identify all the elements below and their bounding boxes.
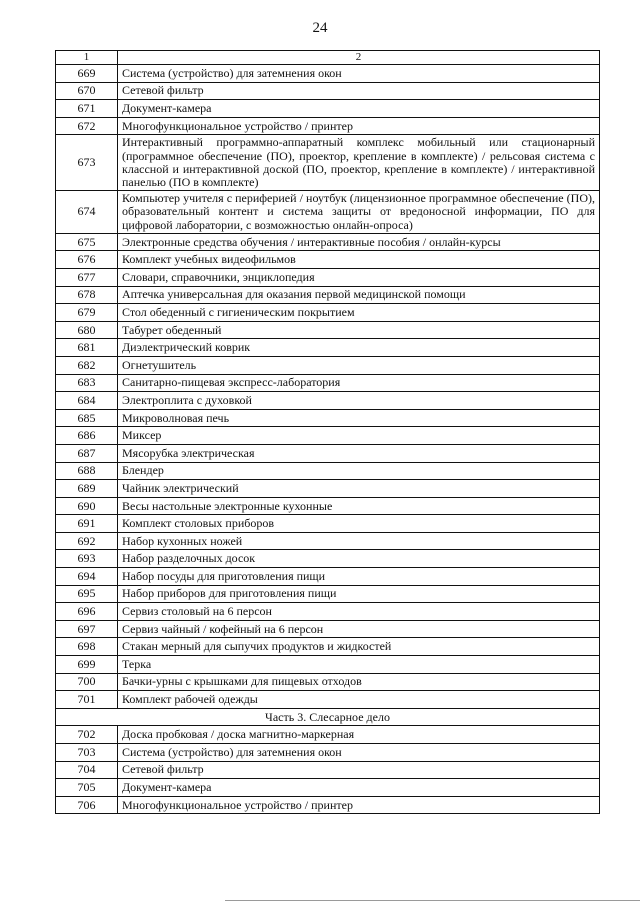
row-number: 695 bbox=[56, 585, 118, 603]
row-number: 687 bbox=[56, 444, 118, 462]
row-item-name: Многофункциональное устройство / принтер bbox=[118, 117, 600, 135]
table-row bbox=[56, 286, 600, 304]
row-item-name: Терка bbox=[118, 656, 600, 674]
row-number: 705 bbox=[56, 779, 118, 797]
row-number: 679 bbox=[56, 304, 118, 322]
table-row bbox=[56, 796, 600, 814]
table-row bbox=[56, 673, 600, 691]
table-row bbox=[56, 233, 600, 251]
row-number: 690 bbox=[56, 497, 118, 515]
table-row bbox=[56, 304, 600, 322]
table-row bbox=[56, 779, 600, 797]
table-row bbox=[56, 374, 600, 392]
row-number: 697 bbox=[56, 620, 118, 638]
row-item-name: Комплект столовых приборов bbox=[118, 515, 600, 533]
table-row bbox=[56, 444, 600, 462]
table-row bbox=[56, 135, 600, 191]
row-item-name: Сетевой фильтр bbox=[118, 761, 600, 779]
table-row bbox=[56, 339, 600, 357]
table-row bbox=[56, 191, 600, 234]
table-header-row bbox=[56, 51, 600, 65]
row-number: 704 bbox=[56, 761, 118, 779]
row-number: 688 bbox=[56, 462, 118, 480]
table-row bbox=[56, 409, 600, 427]
row-item-name: Доска пробковая / доска магнитно-маркерная bbox=[118, 726, 600, 744]
table-row bbox=[56, 480, 600, 498]
row-item-name: Санитарно-пищевая экспресс-лаборатория bbox=[118, 374, 600, 392]
row-number: 677 bbox=[56, 268, 118, 286]
row-number: 681 bbox=[56, 339, 118, 357]
table-row bbox=[56, 656, 600, 674]
table-row bbox=[56, 550, 600, 568]
table-row bbox=[56, 65, 600, 83]
table-row bbox=[56, 251, 600, 269]
row-number: 672 bbox=[56, 117, 118, 135]
table-row bbox=[56, 497, 600, 515]
table-row bbox=[56, 761, 600, 779]
row-item-name: Стакан мерный для сыпучих продуктов и жидкостей bbox=[118, 638, 600, 656]
row-item-name: Электроплита с духовкой bbox=[118, 392, 600, 410]
row-item-name: Документ-камера bbox=[118, 100, 600, 118]
row-item-name: Интерактивный программно-аппаратный комплекс мобильный или стационарный (программное обеспечение (ПО), проектор, крепление в комплекте) / рельсовая система с классной и интерактивной доской (ПО, проектор, крепление в комплекте) / интерактивной панелью (ПО в комплекте) bbox=[118, 135, 600, 191]
row-number: 699 bbox=[56, 656, 118, 674]
table-row bbox=[56, 427, 600, 445]
row-number: 673 bbox=[56, 135, 118, 191]
table-row bbox=[56, 100, 600, 118]
row-number: 700 bbox=[56, 673, 118, 691]
row-number: 693 bbox=[56, 550, 118, 568]
row-number: 678 bbox=[56, 286, 118, 304]
row-number: 702 bbox=[56, 726, 118, 744]
row-number: 703 bbox=[56, 744, 118, 762]
row-item-name: Набор кухонных ножей bbox=[118, 532, 600, 550]
table-row bbox=[56, 638, 600, 656]
row-item-name: Комплект рабочей одежды bbox=[118, 691, 600, 709]
row-item-name: Табурет обеденный bbox=[118, 321, 600, 339]
row-number: 692 bbox=[56, 532, 118, 550]
row-item-name: Диэлектрический коврик bbox=[118, 339, 600, 357]
table-row bbox=[56, 117, 600, 135]
row-item-name: Словари, справочники, энциклопедия bbox=[118, 268, 600, 286]
row-item-name: Микроволновая печь bbox=[118, 409, 600, 427]
section-title: Часть 3. Слесарное дело bbox=[56, 708, 600, 726]
header-col-name: 2 bbox=[118, 51, 600, 65]
table-row bbox=[56, 82, 600, 100]
row-item-name: Система (устройство) для затемнения окон bbox=[118, 744, 600, 762]
row-number: 676 bbox=[56, 251, 118, 269]
row-number: 669 bbox=[56, 65, 118, 83]
row-item-name: Сетевой фильтр bbox=[118, 82, 600, 100]
page-number: 24 bbox=[312, 20, 328, 36]
table-row bbox=[56, 356, 600, 374]
row-number: 691 bbox=[56, 515, 118, 533]
row-item-name: Набор приборов для приготовления пищи bbox=[118, 585, 600, 603]
row-number: 675 bbox=[56, 233, 118, 251]
row-item-name: Многофункциональное устройство / принтер bbox=[118, 796, 600, 814]
row-number: 696 bbox=[56, 603, 118, 621]
row-number: 682 bbox=[56, 356, 118, 374]
table-row bbox=[56, 268, 600, 286]
table-row bbox=[56, 691, 600, 709]
table-row bbox=[56, 620, 600, 638]
row-number: 706 bbox=[56, 796, 118, 814]
row-number: 685 bbox=[56, 409, 118, 427]
row-item-name: Документ-камера bbox=[118, 779, 600, 797]
row-item-name: Набор разделочных досок bbox=[118, 550, 600, 568]
row-number: 701 bbox=[56, 691, 118, 709]
table-row bbox=[56, 585, 600, 603]
row-number: 670 bbox=[56, 82, 118, 100]
row-item-name: Компьютер учителя с периферией / ноутбук (лицензионное программное обеспечение (ПО), образовательный контент и система защиты от вредоносной информации, ПО для цифровой лаборатории, с возможностью онлайн-опроса) bbox=[118, 191, 600, 234]
row-number: 683 bbox=[56, 374, 118, 392]
header-col-number: 1 bbox=[56, 51, 118, 65]
table-row bbox=[56, 462, 600, 480]
table-row bbox=[56, 726, 600, 744]
table-row bbox=[56, 744, 600, 762]
row-item-name: Миксер bbox=[118, 427, 600, 445]
row-number: 671 bbox=[56, 100, 118, 118]
table-row bbox=[56, 603, 600, 621]
row-number: 686 bbox=[56, 427, 118, 445]
row-item-name: Система (устройство) для затемнения окон bbox=[118, 65, 600, 83]
row-item-name: Блендер bbox=[118, 462, 600, 480]
row-item-name: Аптечка универсальная для оказания первой медицинской помощи bbox=[118, 286, 600, 304]
row-item-name: Сервиз столовый на 6 персон bbox=[118, 603, 600, 621]
row-item-name: Огнетушитель bbox=[118, 356, 600, 374]
table-row bbox=[56, 392, 600, 410]
row-number: 680 bbox=[56, 321, 118, 339]
row-item-name: Чайник электрический bbox=[118, 480, 600, 498]
row-item-name: Весы настольные электронные кухонные bbox=[118, 497, 600, 515]
row-item-name: Набор посуды для приготовления пищи bbox=[118, 568, 600, 586]
table-row bbox=[56, 515, 600, 533]
table-row bbox=[56, 568, 600, 586]
section-heading-row bbox=[56, 708, 600, 726]
row-item-name: Комплект учебных видеофильмов bbox=[118, 251, 600, 269]
table-row bbox=[56, 321, 600, 339]
scan-edge-line bbox=[225, 900, 640, 901]
table-row bbox=[56, 532, 600, 550]
row-number: 694 bbox=[56, 568, 118, 586]
equipment-table bbox=[55, 50, 600, 814]
row-number: 674 bbox=[56, 191, 118, 234]
row-item-name: Сервиз чайный / кофейный на 6 персон bbox=[118, 620, 600, 638]
row-item-name: Бачки-урны с крышками для пищевых отходов bbox=[118, 673, 600, 691]
row-number: 689 bbox=[56, 480, 118, 498]
row-item-name: Электронные средства обучения / интерактивные пособия / онлайн-курсы bbox=[118, 233, 600, 251]
row-item-name: Мясорубка электрическая bbox=[118, 444, 600, 462]
row-number: 684 bbox=[56, 392, 118, 410]
row-item-name: Стол обеденный с гигиеническим покрытием bbox=[118, 304, 600, 322]
row-number: 698 bbox=[56, 638, 118, 656]
